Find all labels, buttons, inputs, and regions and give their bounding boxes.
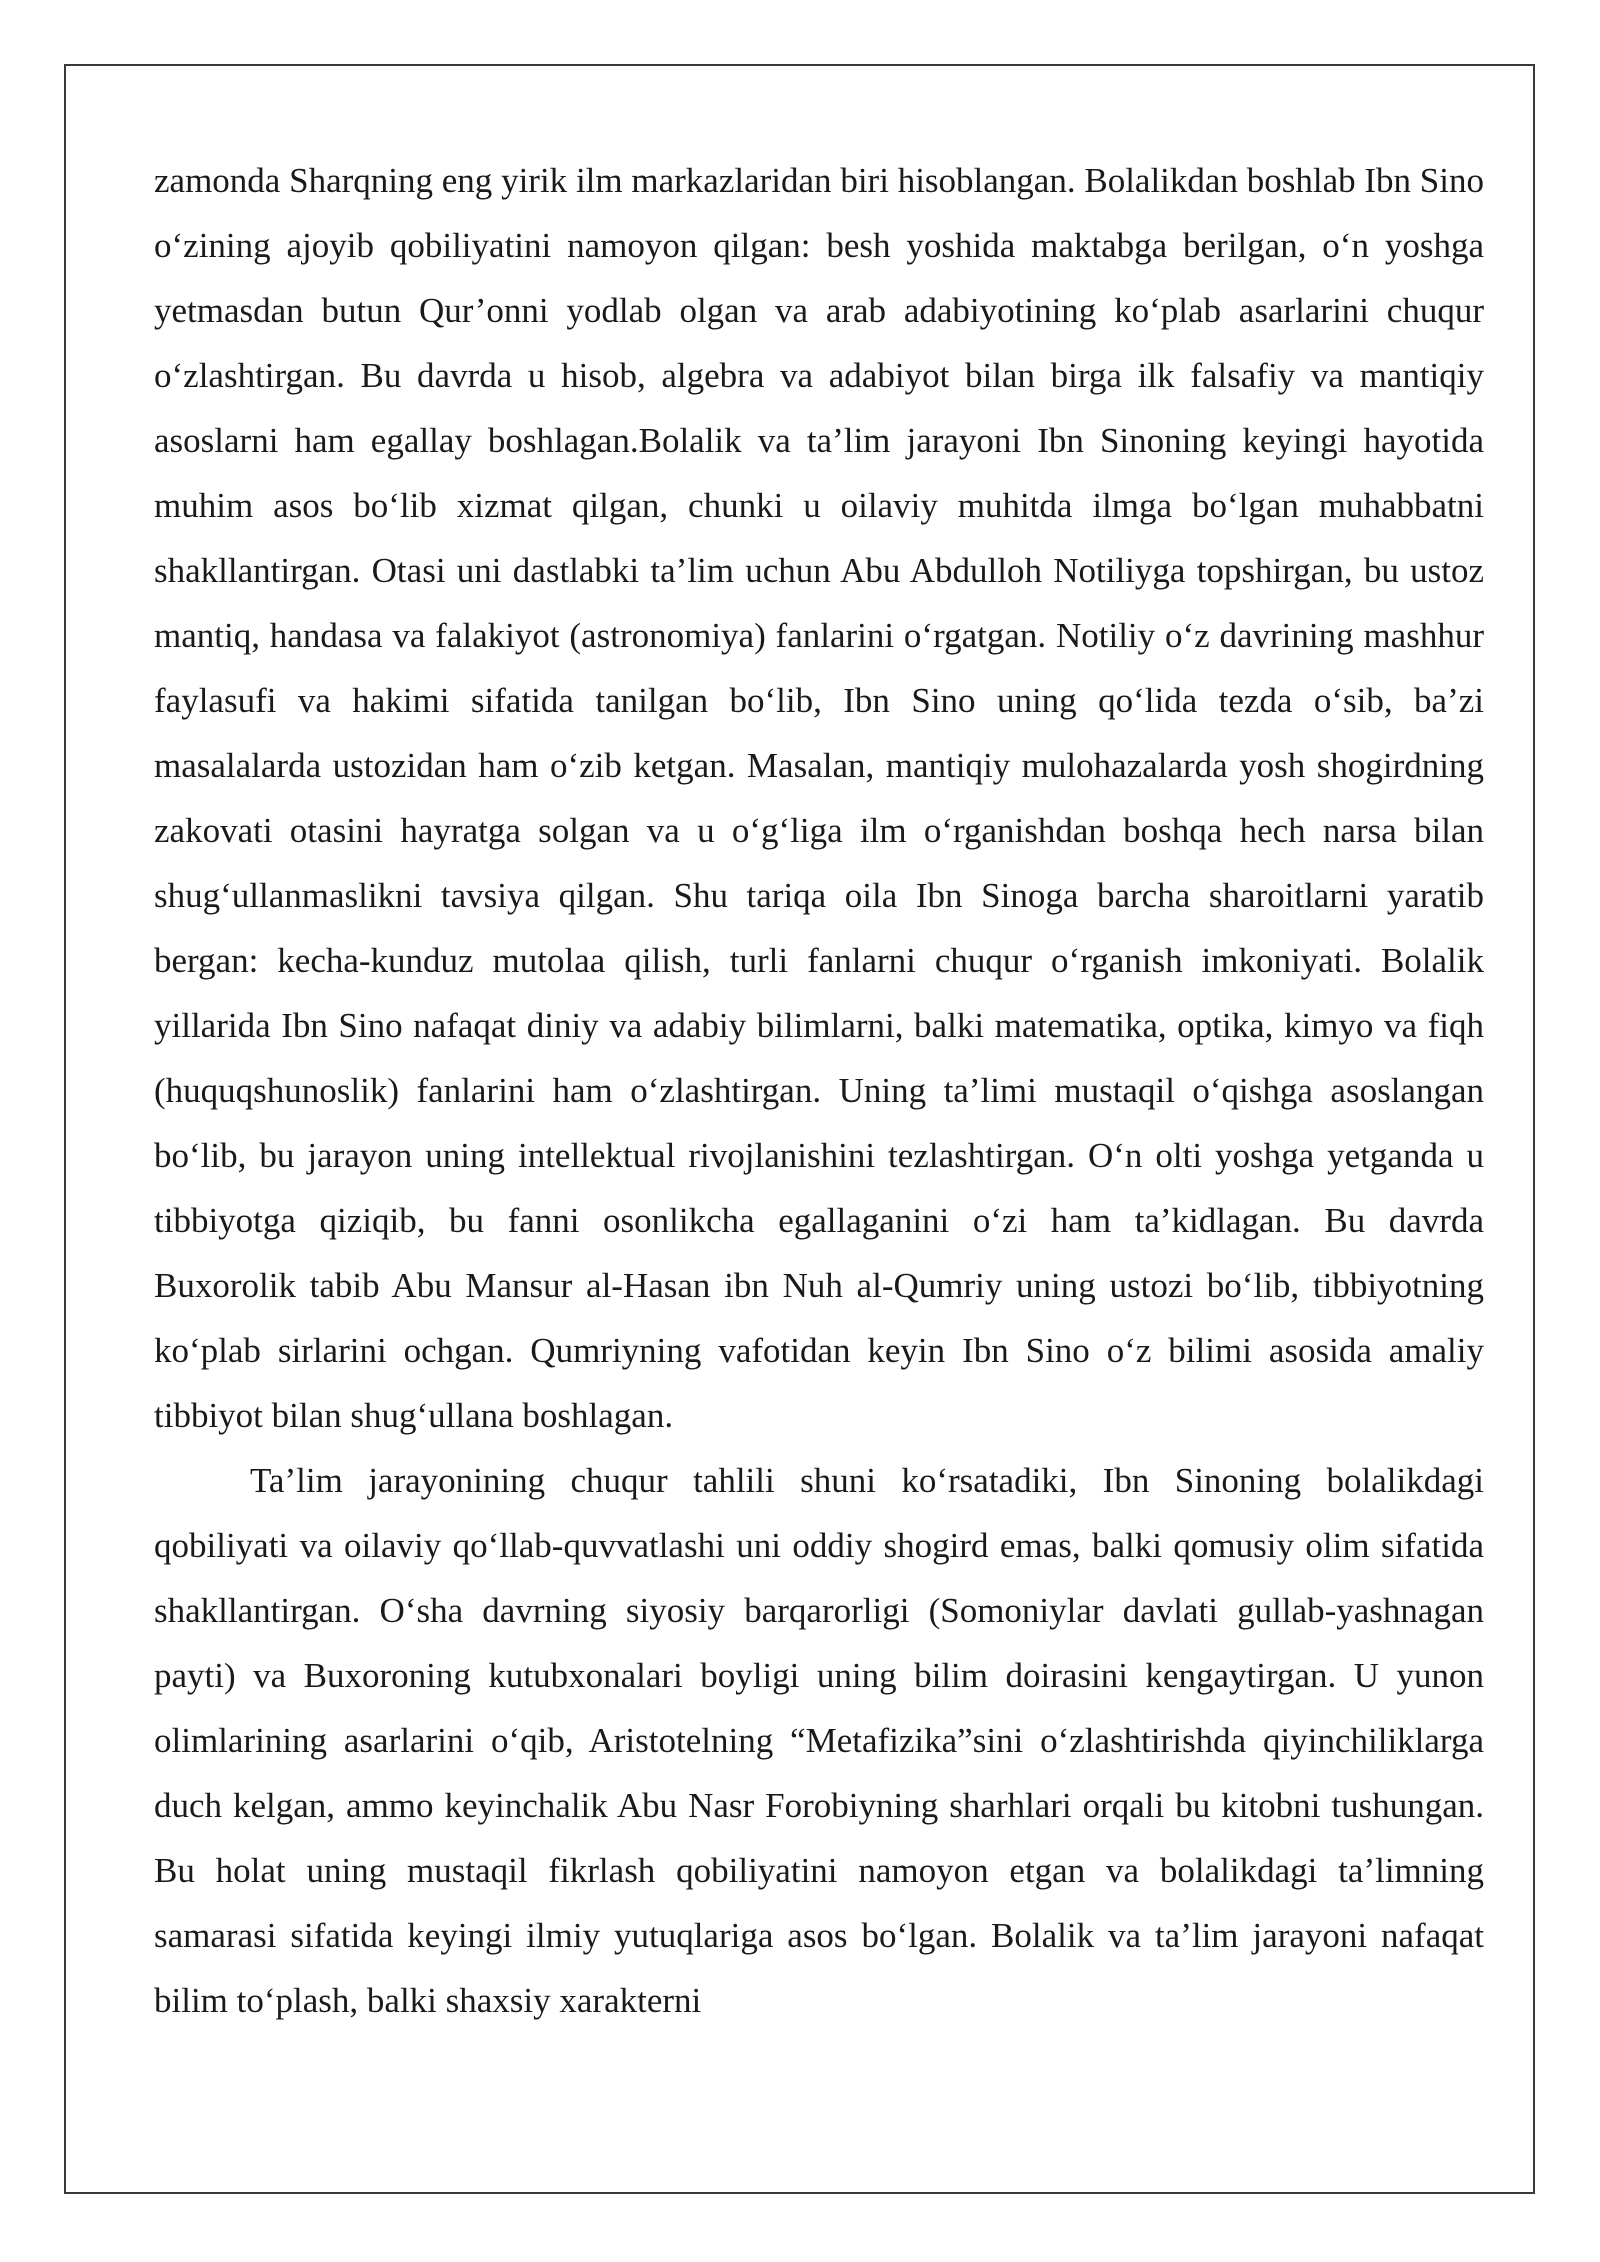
document-body xyxy=(154,148,1484,2033)
paragraph-1: zamonda Sharqning eng yirik ilm markazlaridan biri hisoblangan. Bolalikdan boshlab Ibn Sino o‘zining ajoyib qobiliyatini namoyon qilgan: besh yoshida maktabga berilgan, o‘n yoshga yetmasdan butun Qur’onni yodlab olgan va arab adabiyotining ko‘plab asarlarini chuqur o‘zlashtirgan. Bu davrda u hisob, algebra va adabiyot bilan birga ilk falsafiy va mantiqiy asoslarni ham egallay boshlagan.Bolalik va ta’lim jarayoni Ibn Sinoning keyingi hayotida muhim asos bo‘lib xizmat qilgan, chunki u oilaviy muhitda ilmga bo‘lgan muhabbatni shakllantirgan. Otasi uni dastlabki ta’lim uchun Abu Abdulloh Notiliyga topshirgan, bu ustoz mantiq, handasa va falakiyot (astronomiya) fanlarini o‘rgatgan. Notiliy o‘z davrining mashhur faylasufi va hakimi sifatida tanilgan bo‘lib, Ibn Sino uning qo‘lida tezda o‘sib, ba’zi masalalarda ustozidan ham o‘zib ketgan. Masalan, mantiqiy mulohazalarda yosh shogirdning zakovati otasini hayratga solgan va u o‘g‘liga ilm o‘rganishdan boshqa hech narsa bilan shug‘ullanmaslikni tavsiya qilgan. Shu tariqa oila Ibn Sinoga barcha sharoitlarni yaratib bergan: kecha-kunduz mutolaa qilish, turli fanlarni chuqur o‘rganish imkoniyati. Bolalik yillarida Ibn Sino nafaqat diniy va adabiy bilimlarni, balki matematika, optika, kimyo va fiqh (huquqshunoslik) fanlarini ham o‘zlashtirgan. Uning ta’limi mustaqil o‘qishga asoslangan bo‘lib, bu jarayon uning intellektual rivojlanishini tezlashtirgan. O‘n olti yoshga yetganda u tibbiyotga qiziqib, bu fanni osonlikcha egallaganini o‘zi ham ta’kidlagan. Bu davrda Buxorolik tabib Abu Mansur al-Hasan ibn Nuh al-Qumriy uning ustozi bo‘lib, tibbiyotning ko‘plab sirlarini ochgan. Qumriyning vafotidan keyin Ibn Sino o‘z bilimi asosida amaliy tibbiyot bilan shug‘ullana boshlagan. xyxy=(154,161,1484,1435)
paragraph-2: Ta’lim jarayonining chuqur tahlili shuni ko‘rsatadiki, Ibn Sinoning bolalikdagi qobiliyati va oilaviy qo‘llab-quvvatlashi uni oddiy shogird emas, balki qomusiy olim sifatida shakllantirgan. O‘sha davrning siyosiy barqarorligi (Somoniylar davlati gullab-yashnagan payti) va Buxoroning kutubxonalari boyligi uning bilim doirasini kengaytirgan. U yunon olimlarining asarlarini o‘qib, Aristotelning “Metafizika”sini o‘zlashtirishda qiyinchiliklarga duch kelgan, ammo keyinchalik Abu Nasr Forobiyning sharhlari orqali bu kitobni tushungan. Bu holat uning mustaqil fikrlash qobiliyatini namoyon etgan va bolalikdagi ta’limning samarasi sifatida keyingi ilmiy yutuqlariga asos bo‘lgan. Bolalik va ta’lim jarayoni nafaqat bilim to‘plash, balki shaxsiy xarakterni xyxy=(154,1461,1484,2020)
